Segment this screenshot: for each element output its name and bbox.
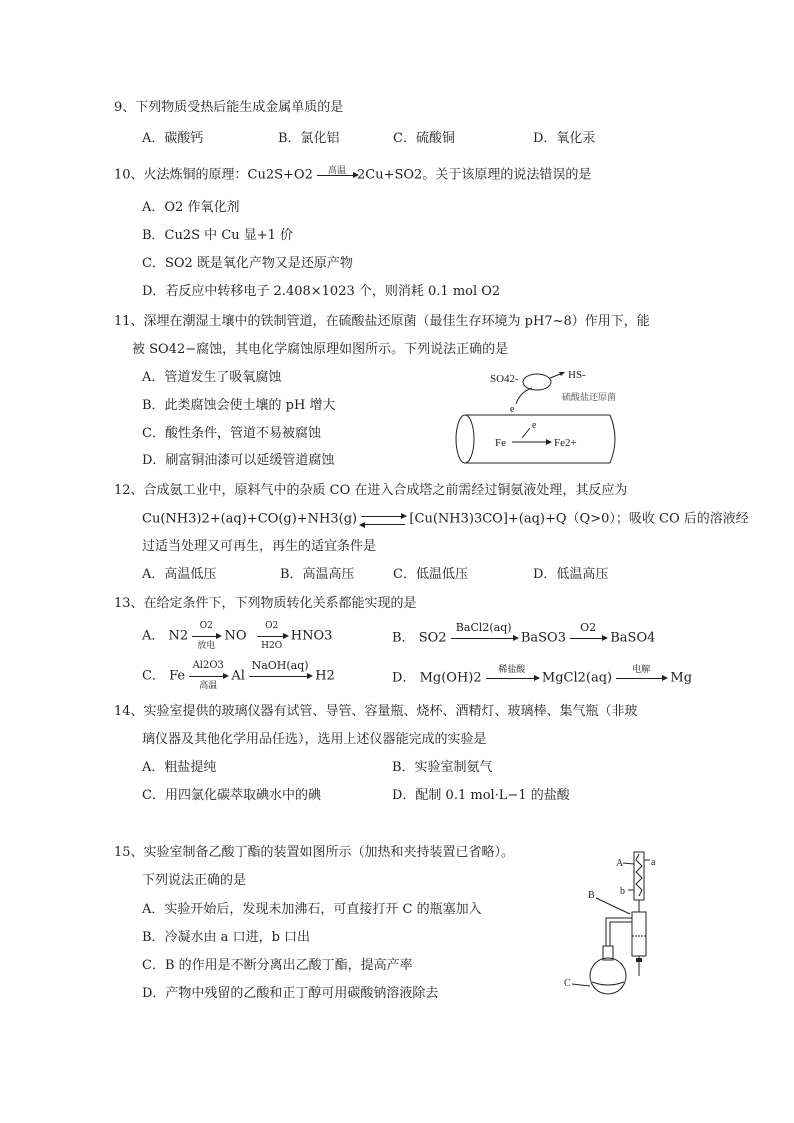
q11-option-a: A．管道发生了吸氧腐蚀 (142, 370, 282, 385)
q9-option-a: A．碳酸钙 (142, 131, 204, 146)
q15-option-b: B．冷凝水由 a 口进，b 口出 (142, 930, 311, 945)
label-A: A (616, 858, 624, 869)
q12-reversible-arrow (361, 511, 405, 527)
q14-option-c: C．用四氯化碳萃取碘水中的碘 (142, 788, 321, 803)
q10-stem (114, 167, 591, 184)
q13-c-h2: H2 (315, 668, 335, 684)
q13-d-cond2: 电解 (632, 665, 651, 675)
q13-option-a (142, 621, 333, 651)
q13-b-cond2: O2 (580, 621, 597, 634)
label-C: C (564, 978, 571, 989)
q13-b-label: B． (392, 630, 415, 646)
q12-option-d: D．低温高压 (533, 567, 609, 582)
q9-stem: 9、下列物质受热后能生成金属单质的是 (114, 100, 344, 115)
q13-a-arrow-2 (257, 621, 287, 651)
fe-label: Fe (495, 437, 506, 449)
q13-b-cond1: BaCl2(aq) (455, 621, 512, 634)
label-b: b (620, 886, 625, 897)
q13-d-mg: Mg (670, 670, 693, 686)
q14-stem-line2: 璃仪器及其他化学用品任选），选用上述仪器能完成的实验是 (142, 732, 487, 747)
q14-option-a: A．粗盐提纯 (142, 760, 217, 775)
q9-option-d: D．氧化汞 (533, 131, 596, 146)
q10-option-b: B．Cu2S 中 Cu 显+1 价 (142, 228, 294, 243)
q13-a-cond1-bottom: 放电 (197, 641, 216, 651)
q13-c-cond2: NaOH(aq) (251, 659, 309, 672)
q13-a-hno3: HNO3 (290, 628, 333, 644)
q12-stem-line1: 12、合成氨工业中，原料气中的杂质 CO 在进入合成塔之前需经过铜氨液处理，其反应为 (114, 483, 628, 498)
label-a: a (651, 857, 656, 868)
q13-b-so2: SO2 (418, 630, 447, 646)
hs-label: HS- (568, 369, 586, 381)
q13-d-arrow-2 (616, 665, 666, 686)
q11-option-b: B．此类腐蚀会使土壤的 pH 增大 (142, 398, 336, 413)
q13-c-cond1-bottom: 高温 (199, 681, 218, 691)
q13-b-arrow-2 (570, 621, 606, 646)
q13-c-cond1-top: Al2O3 (192, 660, 224, 671)
q15-option-d: D．产物中残留的乙酸和正丁醇可用碳酸钠溶液除去 (142, 986, 439, 1001)
q13-d-label: D． (392, 670, 416, 686)
q15-option-c: C．B 的作用是不断分离出乙酸丁酯，提高产率 (142, 958, 413, 973)
q12-eq-right: [Cu(NH3)3CO]+(aq)+Q（Q>0）；吸收 CO 后的溶液经 (409, 511, 749, 527)
q13-option-d (392, 665, 693, 687)
q13-a-arrow-1 (192, 621, 220, 651)
q12-equation (142, 511, 749, 528)
q14-option-b: B．实验室制氨气 (392, 760, 493, 775)
q12-option-a: A．高温低压 (142, 567, 217, 582)
q13-c-arrow-1 (189, 660, 227, 691)
q13-a-n2: N2 (168, 628, 189, 644)
q15-stem-line1: 15、实验室制备乙酸丁酯的装置如图所示（加热和夹持装置已省略）。 (114, 845, 515, 860)
q12-option-c: C．低温低压 (393, 567, 468, 582)
q14-option-d: D．配制 0.1 mol·L−1 的盐酸 (392, 788, 570, 803)
q10-option-d: D．若反应中转移电子 2.408×1023 个，则消耗 0.1 mol O2 (142, 284, 501, 299)
q13-option-b (392, 621, 656, 647)
bacteria-label: 硫酸盐还原菌 (562, 393, 617, 403)
fe2-label: Fe2+ (554, 437, 577, 449)
q13-d-mgoh2: Mg(OH)2 (419, 670, 482, 686)
q13-c-arrow-2 (249, 659, 311, 684)
electron-label-2: e (532, 420, 537, 431)
q13-a-no: NO (224, 628, 247, 644)
q12-stem-line3: 过适当处理又可再生，再生的适宜条件是 (142, 539, 377, 554)
q13-b-baso4: BaSO4 (610, 630, 656, 646)
q14-stem-line1: 14、实验室提供的玻璃仪器有试管、导管、容量瓶、烧杯、酒精灯、玻璃棒、集气瓶（非玻 (114, 704, 638, 719)
q13-b-baso3: BaSO3 (520, 630, 566, 646)
q10-eq-right: 2Cu+SO2。关于该原理的说法错误的是 (357, 167, 592, 183)
q10-option-c: C．SO2 既是氧化产物又是还原产物 (142, 256, 353, 271)
q15-option-a: A．实验开始后，发现未加沸石，可直接打开 C 的瓶塞加入 (142, 902, 482, 917)
q9-option-b: B．氯化铝 (278, 131, 340, 146)
q13-a-cond2-bottom: H2O (261, 641, 283, 651)
q11-option-d: D．刷富铜油漆可以延缓管道腐蚀 (142, 453, 335, 468)
q13-stem: 13、在给定条件下，下列物质转化关系都能实现的是 (114, 596, 417, 611)
q13-d-arrow-1 (486, 665, 538, 686)
q10-eq-left: Cu2S+O2 (247, 167, 313, 183)
q12-option-b: B．高温高压 (280, 567, 355, 582)
q11-option-c: C．酸性条件，管道不易被腐蚀 (142, 426, 321, 441)
q15-stem-line2: 下列说法正确的是 (142, 873, 247, 888)
label-B: B (588, 890, 595, 901)
ester-apparatus-diagram (556, 846, 666, 1006)
q13-c-fe: Fe (169, 668, 186, 684)
q13-a-cond2-top: O2 (265, 621, 279, 631)
q13-c-al: Al (231, 668, 245, 684)
electron-label-1: e (510, 404, 515, 415)
q13-b-arrow-1 (451, 621, 517, 646)
q10-condition: 高温 (328, 166, 347, 176)
q13-d-cond1: 稀盐酸 (498, 665, 526, 675)
q10-option-a: A．O2 作氧化剂 (142, 200, 240, 215)
q12-eq-left: Cu(NH3)2+(aq)+CO(g)+NH3(g) (142, 511, 358, 527)
q10-reaction-arrow (317, 167, 357, 183)
q13-option-c (142, 659, 335, 691)
q11-stem-line2: 被 SO42−腐蚀，其电化学腐蚀原理如图所示。下列说法正确的是 (132, 342, 509, 357)
q13-c-label: C． (142, 668, 165, 684)
q13-a-label: A． (142, 628, 165, 644)
q13-d-mgcl2: MgCl2(aq) (541, 670, 613, 686)
q9-option-c: C．硫酸铜 (393, 131, 455, 146)
pipe-corrosion-diagram (450, 362, 625, 467)
q10-number: 10、火法炼铜的原理： (114, 167, 248, 183)
q13-a-cond1-top: O2 (199, 621, 213, 631)
q11-stem-line1: 11、深埋在潮湿土壤中的铁制管道，在硫酸盐还原菌（最佳生存环境为 pH7~8）作用下，能 (114, 314, 650, 329)
so4-label: SO42- (490, 373, 519, 385)
